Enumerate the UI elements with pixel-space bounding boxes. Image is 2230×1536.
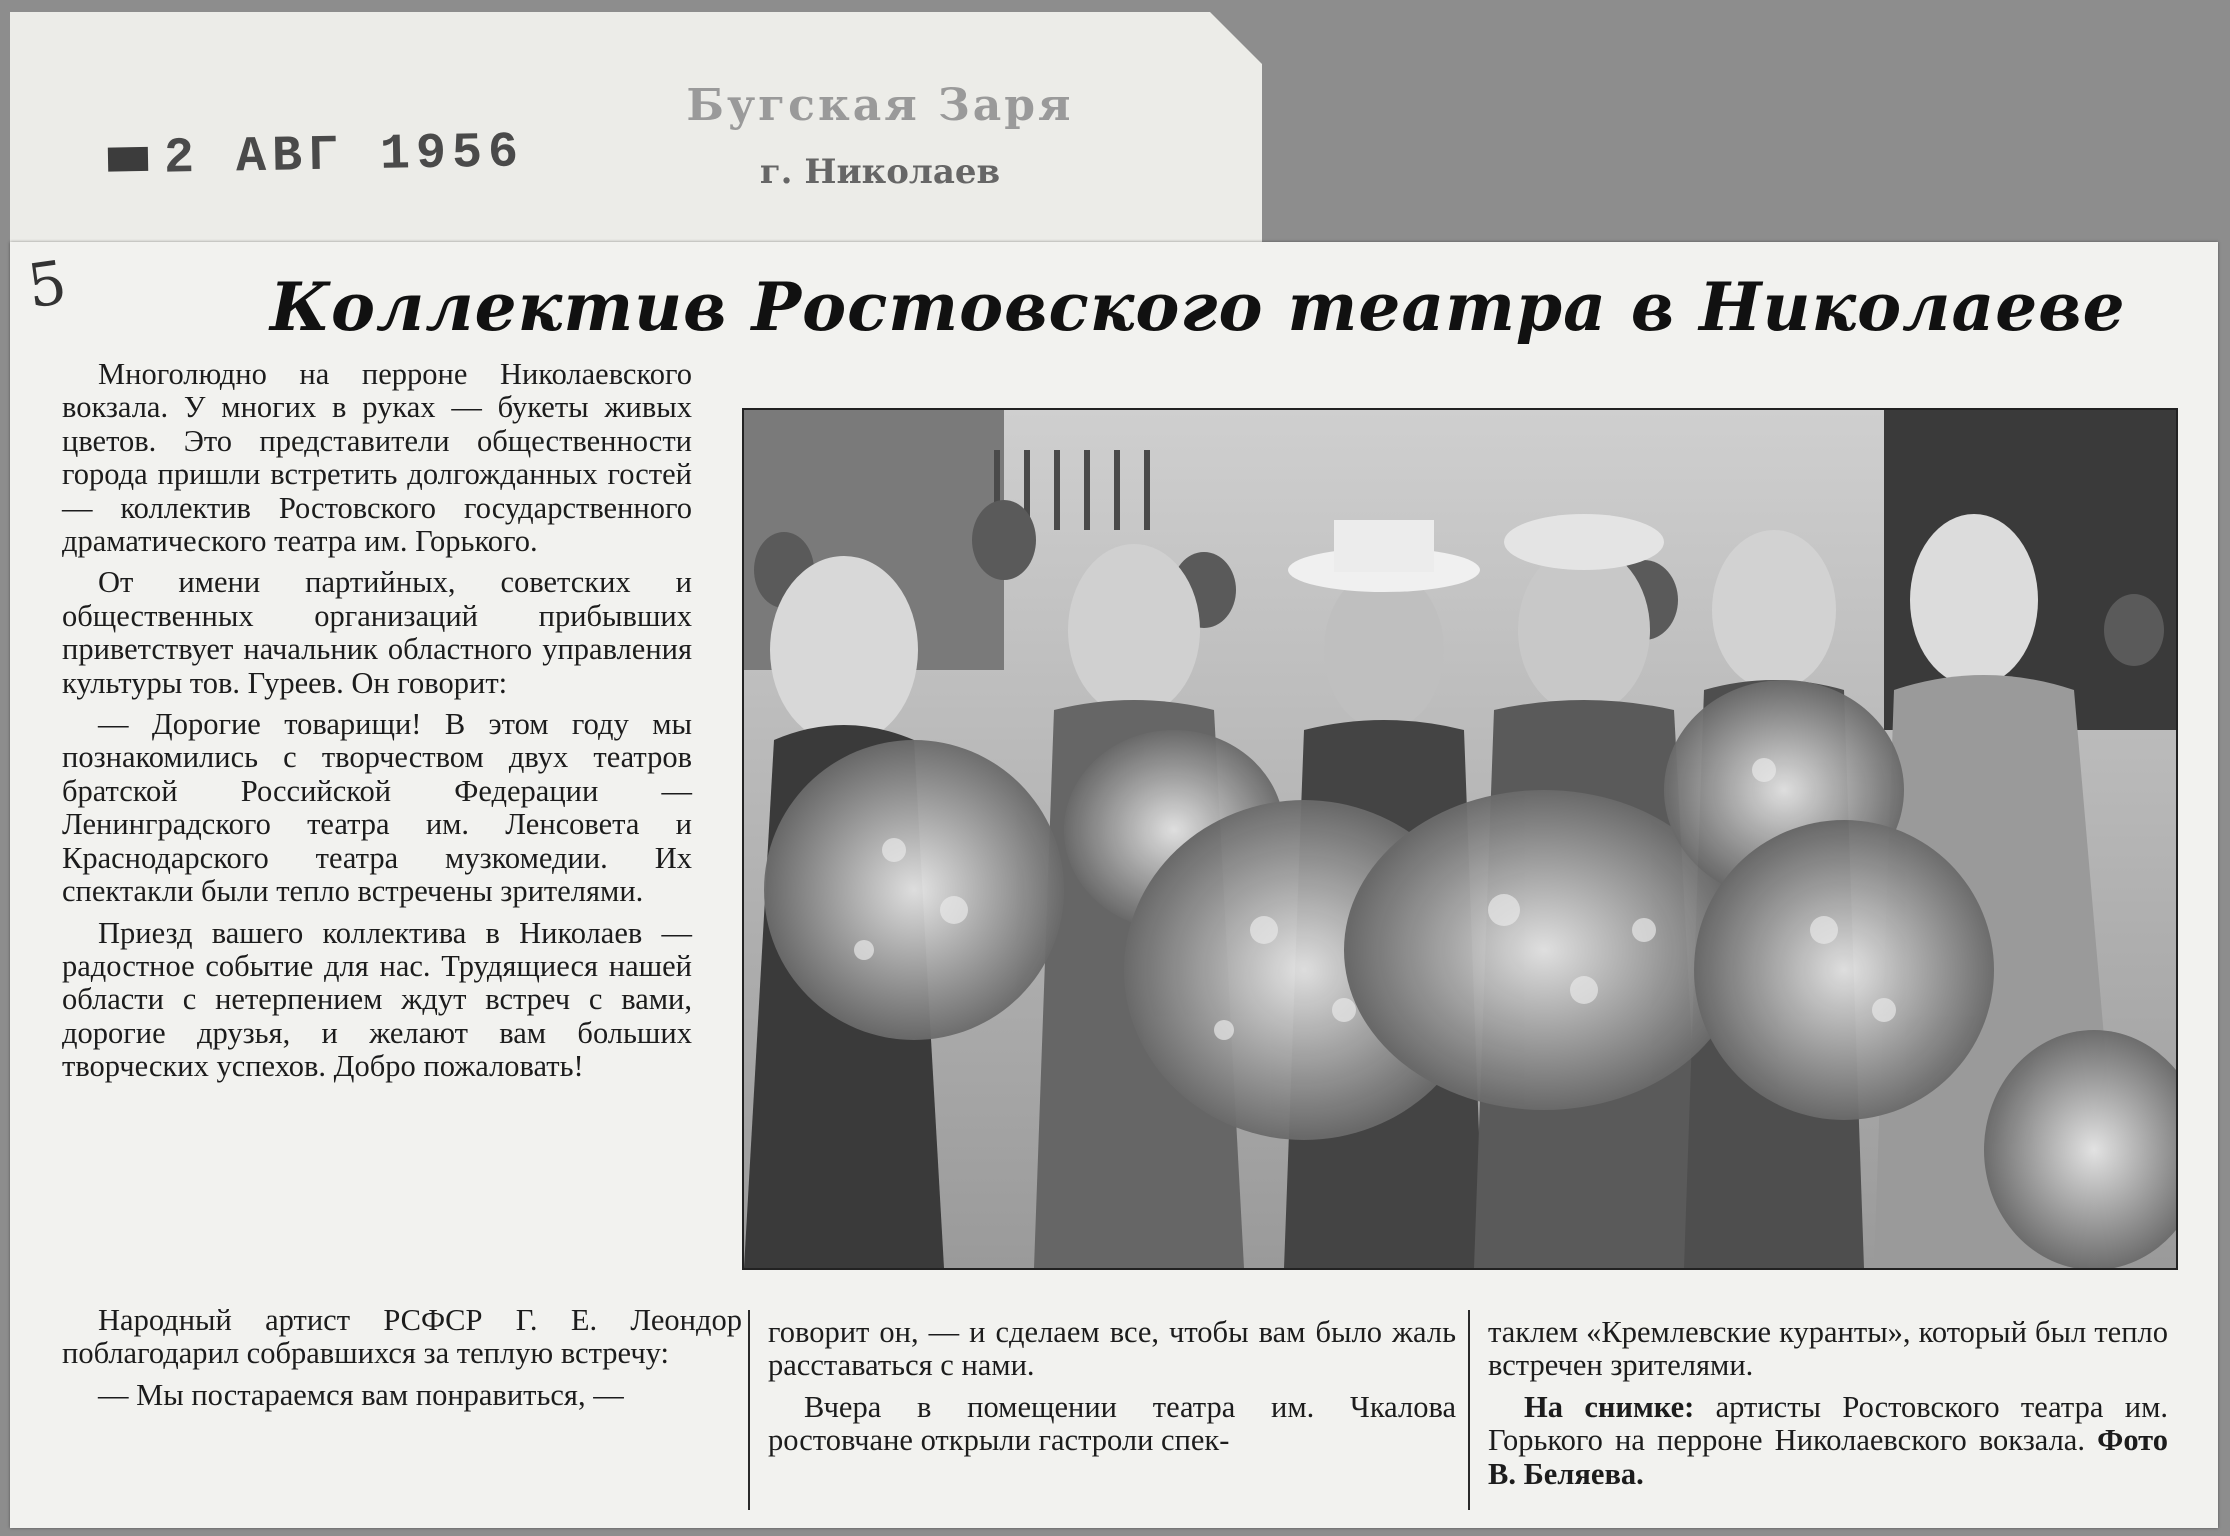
column-rule <box>1468 1310 1470 1510</box>
article-bottom-column-3 <box>1488 1316 2168 1499</box>
photo-illustration <box>744 410 2176 1268</box>
paragraph: Народный артист РСФСР Г. Е. Леондор поблагодарил собравшихся за теплую встречу: <box>62 1303 742 1371</box>
column-rule <box>748 1310 750 1510</box>
paragraph: Вчера в помещении театра им. Чкалова ростовчане открыли гастроли спек- <box>768 1389 1456 1458</box>
photo-caption <box>1488 1391 2168 1491</box>
paragraph: — Мы постараемся вам понравиться, — <box>98 1377 624 1412</box>
caption-text: артисты Ростовского театра им. Горького на перроне Николаевского вокзала. <box>1488 1389 2168 1458</box>
stamp-dash <box>108 147 148 172</box>
paragraph: Многолюдно на перроне Николаевского вокзала. У многих в руках — букеты живых цветов. Это представители общественности города пришли встретить долгожданных гостей — коллектив Ростовского государственного драматического театра им. Горького. <box>62 357 692 559</box>
paragraph: говорит он, — и сделаем все, чтобы вам было жаль расставаться с нами. <box>768 1315 1456 1383</box>
paragraph: Приезд вашего коллектива в Николаев — радостное событие для нас. Трудящиеся нашей области с нетерпением ждут встреч с вами, дорогие друзья, и желают вам больших творческих успехов. Добро пожаловать! <box>62 915 692 1084</box>
photo-credit: Фото В. Беляева. <box>1488 1423 2168 1491</box>
paragraph: От имени партийных, советских и общественных организаций прибывших приветствует начальник областного управления культуры тов. Гуреев. Он говорит: <box>62 565 692 700</box>
article-left-column <box>62 358 692 1092</box>
date-stamp <box>108 124 525 188</box>
article-bottom-column-2 <box>768 1316 1456 1466</box>
article-photo <box>742 408 2178 1270</box>
newspaper-name: Бугская Заря <box>686 80 1074 131</box>
headline: Коллектив Ростовского театра в Николаеве <box>270 268 2126 346</box>
paragraph: таклем «Кремлевские куранты», который был тепло встречен зрителями. <box>1488 1315 2168 1383</box>
stamp-date: 2 АВГ 1956 <box>163 124 525 188</box>
article-bottom-column-1 <box>62 1304 742 1420</box>
paragraph: — Дорогие товарищи! В этом году мы познакомились с творчеством двух театров братской Российской Федерации — Ленинградского театра им. Ленсовета и Краснодарского театра музкомедии. Их спектакли были тепло встречены зрителями. <box>62 707 692 909</box>
page-mark: 5 <box>23 247 71 323</box>
newspaper-city: г. Николаев <box>759 152 1001 192</box>
caption-label: На снимке: <box>1524 1389 1695 1424</box>
